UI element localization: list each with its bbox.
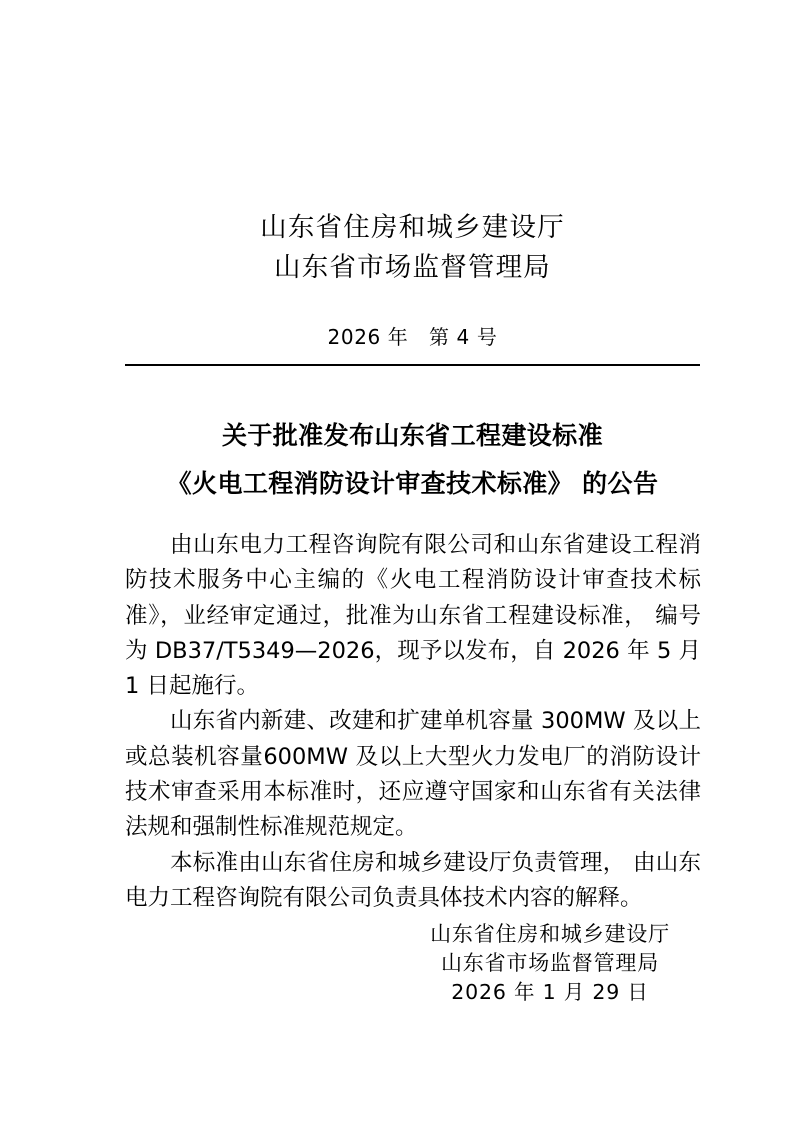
body-paragraph-administration: 本标准由山东省住房和城乡建设厅负责管理， 由山东电力工程咨询院有限公司负责具体技术内容的解释。 — [125, 849, 701, 911]
page-title-line-1: 关于批准发布山东省工程建设标准 — [221, 421, 603, 450]
body-paragraph-approval: 由山东电力工程咨询院有限公司和山东省建设工程消防技术服务中心主编的《火电工程消防设计审查技术标准》，业经审定通过，批准为山东省工程建设标准， 编号为 DB37/T5349—2026，现予以发布，自 2026 年 5 月 1 日起施行。 — [125, 532, 701, 700]
signature-date: 2026 年 1 月 29 日 — [451, 980, 649, 1004]
issue-number: 2026 年 第 4 号 — [327, 325, 498, 349]
masthead-line-market-regulation-bureau: 山东省市场监督管理局 — [274, 252, 551, 283]
masthead — [125, 208, 700, 288]
signature-block — [300, 920, 800, 1007]
header-divider-rule — [125, 364, 700, 366]
body-content — [125, 528, 701, 916]
page-title — [110, 412, 715, 508]
signature-market-regulation-bureau: 山东省市场监督管理局 — [441, 951, 659, 975]
page-title-line-2: 《火电工程消防设计审查技术标准》 的公告 — [166, 469, 659, 498]
masthead-line-housing-department: 山东省住房和城乡建设厅 — [260, 212, 565, 243]
signature-housing-department: 山东省住房和城乡建设厅 — [430, 922, 670, 946]
body-paragraph-scope: 山东省内新建、改建和扩建单机容量 300MW 及以上或总装机容量600MW 及以上大型火力发电厂的消防设计技术审查采用本标准时，还应遵守国家和山东省有关法律法规和强制性标准规范规定。 — [125, 708, 701, 841]
